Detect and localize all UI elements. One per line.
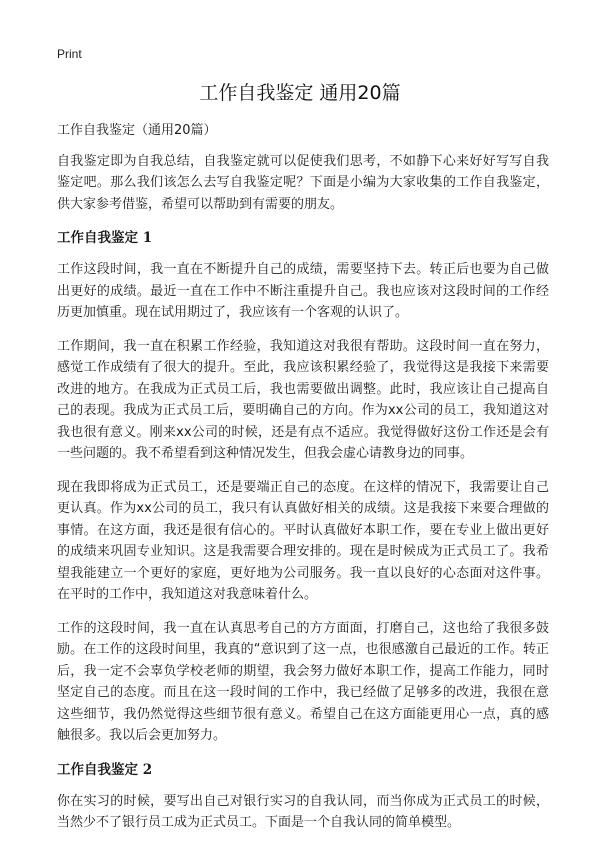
intro-paragraph: 自我鉴定即为自我总结，自我鉴定就可以促使我们思考，不如静下心来好好写写自我鉴定吧。那么我们该怎么去写自我鉴定呢？下面是小编为大家收集的工作自我鉴定，供大家参考借鉴，希望可以帮助到有需要的朋友。	[57, 153, 549, 212]
document-subtitle: 工作自我鉴定（通用20篇）	[57, 123, 217, 138]
paragraph: 工作的这段时间，我一直在认真思考自己的方方面面，打磨自己，这也给了我很多鼓励。在工作的这段时间里，我真的“意识到了这一点，也很感激自己最近的工作。转正后，我一定不会辜负学校老师的期望，我会努力做好本职工作，提高工作能力，同时坚定自己的态度。而且在这一段时间的工作中，我已经做了足够多的改进，我很在意这些细节，我仍然觉得这些细节很有意义。希望自己在这方面能更用心一点，真的感触很多。我以后会更加努力。	[57, 620, 549, 743]
section-2	[57, 759, 549, 834]
paragraph: 工作期间，我一直在积累工作经验，我知道这对我很有帮助。这段时间一直在努力，感觉工作成绩有了很大的提升。至此，我应该积累经验了，我觉得这是我接下来需要改进的地方。在我成为正式员工后，我也需要做出调整。此时，我应该让自己提高自己的表现。我成为正式员工后，要明确自己的方向。作为xx公司的员工，我知道这对我也很有意义。刚来xx公司的时候，还是有点不适应。我觉得做好这份工作还是会有一些问题的。我不希望看到这种情况发生，但我会虚心请教身边的同事。	[57, 338, 549, 461]
section-heading: 工作自我鉴定 2	[57, 761, 153, 778]
section-heading: 工作自我鉴定 1	[57, 230, 153, 246]
document-body	[57, 120, 549, 846]
page-title: 工作自我鉴定 通用20篇	[199, 82, 401, 104]
paragraph: 工作这段时间，我一直在不断提升自己的成绩，需要坚持下去。转正后也要为自己做出更好的成绩。最近一直在工作中不断注重提升自己。我也应该对这段时间的工作经历更加慎重。现在试用期过了，我应该有一个客观的认识了。	[57, 262, 549, 320]
paragraph: 你在实习的时候，要写出自己对银行实习的自我认同，而当你成为正式员工的时候，当然少不了银行员工成为正式员工。下面是一个自我认同的简单模型。	[57, 793, 549, 830]
paragraph: 现在我即将成为正式员工，还是要端正自己的态度。在这样的情况下，我需要让自己更认真。作为xx公司的员工，我只有认真做好相关的成绩。这是我接下来要合理做的事情。在这方面，我还是很有信心的。平时认真做好本职工作，要在专业上做出更好的成绩来巩固专业知识。这是我需要合理安排的。现在是时候成为正式员工了。我希望我能建立一个更好的家庭，更好地为公司服务。我一直以良好的心态面对这件事。在平时的工作中，我知道这对我意味着什么。	[57, 479, 549, 602]
section-1	[57, 227, 549, 747]
print-link[interactable]: Print	[57, 47, 82, 61]
